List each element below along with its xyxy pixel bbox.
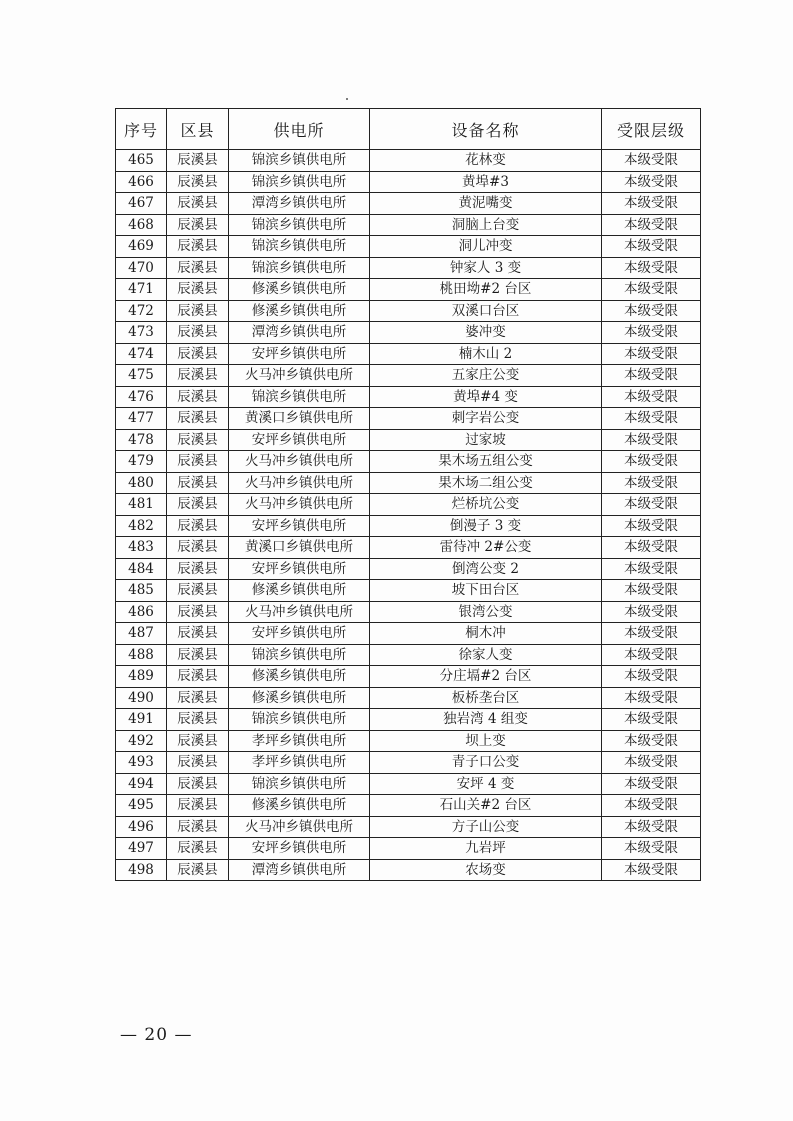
cell-level: 本级受限 [602,795,701,817]
cell-station: 火马冲乡镇供电所 [229,451,370,473]
cell-level: 本级受限 [602,214,701,236]
cell-station: 锦滨乡镇供电所 [229,236,370,258]
cell-level: 本级受限 [602,171,701,193]
cell-level: 本级受限 [602,236,701,258]
cell-station: 火马冲乡镇供电所 [229,816,370,838]
cell-level: 本级受限 [602,429,701,451]
cell-station: 安坪乡镇供电所 [229,623,370,645]
cell-device: 方子山公变 [370,816,602,838]
table-row [116,838,701,860]
header-county: 区县 [167,109,229,150]
header-row [116,109,701,150]
cell-device: 板桥垄台区 [370,687,602,709]
cell-county: 辰溪县 [167,666,229,688]
table-row [116,494,701,516]
cell-serial: 492 [116,730,167,752]
cell-level: 本级受限 [602,838,701,860]
cell-device: 坝上变 [370,730,602,752]
table-row [116,150,701,172]
cell-serial: 473 [116,322,167,344]
cell-station: 安坪乡镇供电所 [229,429,370,451]
cell-county: 辰溪县 [167,300,229,322]
cell-station: 孝坪乡镇供电所 [229,730,370,752]
cell-level: 本级受限 [602,709,701,731]
table-row [116,666,701,688]
cell-device: 雷待冲 2#公变 [370,537,602,559]
cell-county: 辰溪县 [167,408,229,430]
cell-level: 本级受限 [602,322,701,344]
cell-device: 九岩坪 [370,838,602,860]
cell-serial: 497 [116,838,167,860]
cell-device: 黄埠#3 [370,171,602,193]
cell-county: 辰溪县 [167,623,229,645]
cell-serial: 475 [116,365,167,387]
cell-level: 本级受限 [602,730,701,752]
cell-station: 锦滨乡镇供电所 [229,171,370,193]
cell-level: 本级受限 [602,580,701,602]
cell-serial: 495 [116,795,167,817]
cell-county: 辰溪县 [167,343,229,365]
cell-serial: 494 [116,773,167,795]
table-row [116,300,701,322]
table-row [116,601,701,623]
cell-county: 辰溪县 [167,816,229,838]
cell-county: 辰溪县 [167,752,229,774]
cell-level: 本级受限 [602,494,701,516]
table-row [116,214,701,236]
table-row [116,451,701,473]
cell-device: 过家坡 [370,429,602,451]
cell-device: 双溪口台区 [370,300,602,322]
cell-level: 本级受限 [602,601,701,623]
cell-serial: 498 [116,859,167,881]
cell-level: 本级受限 [602,150,701,172]
cell-county: 辰溪县 [167,171,229,193]
table-row [116,709,701,731]
cell-county: 辰溪县 [167,558,229,580]
cell-county: 辰溪县 [167,838,229,860]
cell-device: 刺字岩公变 [370,408,602,430]
cell-station: 安坪乡镇供电所 [229,515,370,537]
cell-county: 辰溪县 [167,257,229,279]
cell-level: 本级受限 [602,558,701,580]
cell-county: 辰溪县 [167,773,229,795]
cell-level: 本级受限 [602,472,701,494]
cell-station: 孝坪乡镇供电所 [229,752,370,774]
table-row [116,773,701,795]
cell-station: 锦滨乡镇供电所 [229,709,370,731]
cell-station: 锦滨乡镇供电所 [229,773,370,795]
cell-serial: 487 [116,623,167,645]
cell-device: 洞儿冲变 [370,236,602,258]
cell-station: 修溪乡镇供电所 [229,300,370,322]
cell-station: 潭湾乡镇供电所 [229,193,370,215]
cell-serial: 488 [116,644,167,666]
cell-serial: 490 [116,687,167,709]
cell-device: 安坪 4 变 [370,773,602,795]
cell-device: 倒漫子 3 变 [370,515,602,537]
cell-level: 本级受限 [602,537,701,559]
cell-device: 烂桥坑公变 [370,494,602,516]
table-row [116,752,701,774]
cell-serial: 476 [116,386,167,408]
cell-county: 辰溪县 [167,193,229,215]
cell-level: 本级受限 [602,300,701,322]
cell-serial: 474 [116,343,167,365]
table-row [116,408,701,430]
cell-serial: 466 [116,171,167,193]
cell-device: 桃田坳#2 台区 [370,279,602,301]
cell-device: 分庄塥#2 台区 [370,666,602,688]
cell-serial: 489 [116,666,167,688]
cell-device: 楠木山 2 [370,343,602,365]
cell-device: 农场变 [370,859,602,881]
header-level: 受限层级 [602,109,701,150]
table-row [116,193,701,215]
cell-level: 本级受限 [602,257,701,279]
cell-device: 银湾公变 [370,601,602,623]
table-row [116,171,701,193]
cell-station: 黄溪口乡镇供电所 [229,408,370,430]
cell-level: 本级受限 [602,623,701,645]
cell-county: 辰溪县 [167,322,229,344]
cell-county: 辰溪县 [167,365,229,387]
table-row [116,429,701,451]
cell-level: 本级受限 [602,666,701,688]
cell-serial: 479 [116,451,167,473]
cell-level: 本级受限 [602,687,701,709]
cell-serial: 468 [116,214,167,236]
cell-county: 辰溪县 [167,494,229,516]
cell-serial: 481 [116,494,167,516]
cell-station: 黄溪口乡镇供电所 [229,537,370,559]
table-row [116,322,701,344]
cell-device: 婆冲变 [370,322,602,344]
table-row [116,537,701,559]
cell-serial: 471 [116,279,167,301]
cell-serial: 482 [116,515,167,537]
cell-station: 锦滨乡镇供电所 [229,150,370,172]
table-row [116,644,701,666]
cell-station: 锦滨乡镇供电所 [229,214,370,236]
cell-level: 本级受限 [602,859,701,881]
cell-station: 锦滨乡镇供电所 [229,644,370,666]
cell-level: 本级受限 [602,515,701,537]
cell-device: 青子口公变 [370,752,602,774]
table-row [116,795,701,817]
cell-station: 安坪乡镇供电所 [229,343,370,365]
table-header [116,109,701,150]
cell-station: 修溪乡镇供电所 [229,279,370,301]
cell-county: 辰溪县 [167,386,229,408]
table-row [116,623,701,645]
table-row [116,515,701,537]
cell-device: 花林变 [370,150,602,172]
cell-station: 修溪乡镇供电所 [229,666,370,688]
cell-level: 本级受限 [602,193,701,215]
cell-serial: 491 [116,709,167,731]
cell-county: 辰溪县 [167,644,229,666]
cell-county: 辰溪县 [167,279,229,301]
cell-station: 安坪乡镇供电所 [229,838,370,860]
cell-device: 石山关#2 台区 [370,795,602,817]
cell-device: 坡下田台区 [370,580,602,602]
cell-station: 火马冲乡镇供电所 [229,365,370,387]
cell-serial: 480 [116,472,167,494]
cell-device: 独岩湾 4 组变 [370,709,602,731]
cell-county: 辰溪县 [167,601,229,623]
cell-station: 潭湾乡镇供电所 [229,322,370,344]
scan-speck [346,98,348,100]
header-device: 设备名称 [370,109,602,150]
cell-county: 辰溪县 [167,795,229,817]
cell-county: 辰溪县 [167,515,229,537]
cell-device: 徐家人变 [370,644,602,666]
cell-county: 辰溪县 [167,236,229,258]
cell-station: 火马冲乡镇供电所 [229,601,370,623]
cell-serial: 486 [116,601,167,623]
cell-station: 安坪乡镇供电所 [229,558,370,580]
cell-serial: 469 [116,236,167,258]
table-row [116,558,701,580]
cell-level: 本级受限 [602,451,701,473]
cell-station: 锦滨乡镇供电所 [229,386,370,408]
cell-county: 辰溪县 [167,709,229,731]
header-serial: 序号 [116,109,167,150]
cell-level: 本级受限 [602,408,701,430]
table-row [116,687,701,709]
cell-device: 果木场五组公变 [370,451,602,473]
cell-device: 五家庄公变 [370,365,602,387]
table-row [116,472,701,494]
cell-serial: 465 [116,150,167,172]
cell-county: 辰溪县 [167,429,229,451]
cell-level: 本级受限 [602,773,701,795]
cell-serial: 477 [116,408,167,430]
cell-county: 辰溪县 [167,580,229,602]
header-station: 供电所 [229,109,370,150]
equipment-table [115,108,701,881]
cell-level: 本级受限 [602,386,701,408]
cell-serial: 493 [116,752,167,774]
cell-serial: 472 [116,300,167,322]
cell-level: 本级受限 [602,644,701,666]
cell-level: 本级受限 [602,816,701,838]
cell-station: 潭湾乡镇供电所 [229,859,370,881]
cell-device: 洞脑上台变 [370,214,602,236]
cell-county: 辰溪县 [167,537,229,559]
cell-device: 黄泥嘴变 [370,193,602,215]
cell-county: 辰溪县 [167,150,229,172]
cell-county: 辰溪县 [167,687,229,709]
cell-serial: 467 [116,193,167,215]
table-body [116,150,701,881]
cell-level: 本级受限 [602,279,701,301]
cell-level: 本级受限 [602,365,701,387]
cell-device: 黄埠#4 变 [370,386,602,408]
cell-county: 辰溪县 [167,859,229,881]
cell-station: 修溪乡镇供电所 [229,580,370,602]
table-row [116,580,701,602]
page-number: — 20 — [120,1025,193,1045]
cell-level: 本级受限 [602,343,701,365]
table-row [116,236,701,258]
cell-device: 桐木冲 [370,623,602,645]
table-row [116,257,701,279]
cell-serial: 478 [116,429,167,451]
cell-station: 火马冲乡镇供电所 [229,494,370,516]
cell-device: 倒湾公变 2 [370,558,602,580]
cell-serial: 470 [116,257,167,279]
cell-station: 修溪乡镇供电所 [229,795,370,817]
table-row [116,343,701,365]
cell-station: 锦滨乡镇供电所 [229,257,370,279]
cell-county: 辰溪县 [167,214,229,236]
table-row [116,365,701,387]
cell-serial: 485 [116,580,167,602]
cell-device: 钟家人 3 变 [370,257,602,279]
table-row [116,386,701,408]
cell-county: 辰溪县 [167,451,229,473]
cell-county: 辰溪县 [167,730,229,752]
cell-serial: 483 [116,537,167,559]
table-row [116,816,701,838]
cell-station: 火马冲乡镇供电所 [229,472,370,494]
table-row [116,859,701,881]
cell-station: 修溪乡镇供电所 [229,687,370,709]
table-row [116,730,701,752]
cell-level: 本级受限 [602,752,701,774]
cell-device: 果木场二组公变 [370,472,602,494]
cell-serial: 484 [116,558,167,580]
cell-serial: 496 [116,816,167,838]
table-row [116,279,701,301]
cell-county: 辰溪县 [167,472,229,494]
